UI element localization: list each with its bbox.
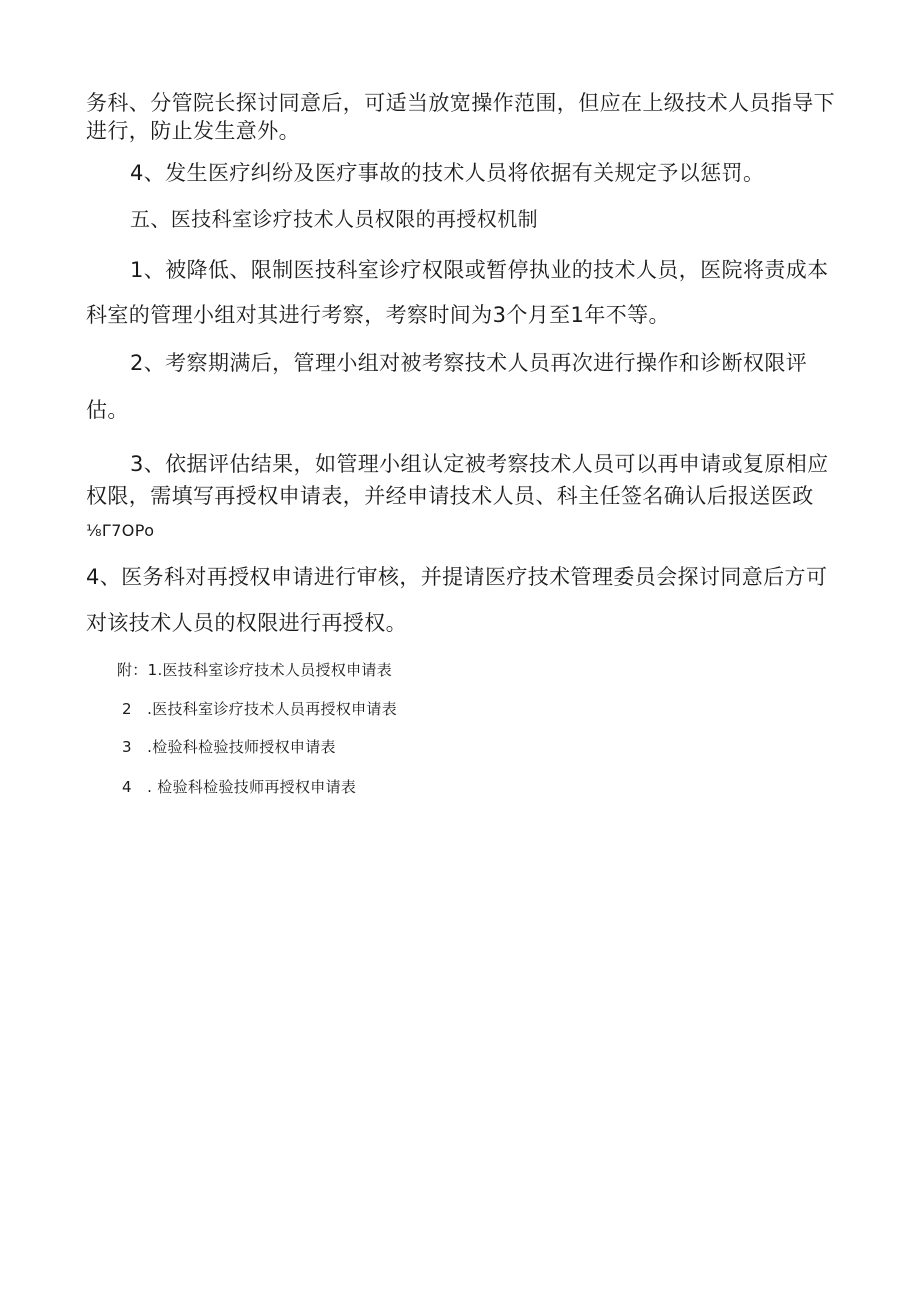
attachment-item-4: 4 . 检验科检验技师再授权申请表 xyxy=(122,778,357,796)
paragraph-6-line-2: 权限，需填写再授权申请表，并经申请技术人员、科主任签名确认后报送医政 xyxy=(86,484,814,508)
attachment-item-2: 2 .医技科室诊疗技术人员再授权申请表 xyxy=(122,700,398,718)
paragraph-4-line-2: 科室的管理小组对其进行考察，考察时间为3个月至1年不等。 xyxy=(86,303,670,327)
section-heading: 五、医技科室诊疗技术人员权限的再授权机制 xyxy=(130,207,538,231)
paragraph-5-line-1: 2、考察期满后，管理小组对被考察技术人员再次进行操作和诊断权限评 xyxy=(130,351,808,375)
paragraph-6-line-1: 3、依据评估结果，如管理小组认定被考察技术人员可以再申请或复原相应 xyxy=(130,452,829,476)
paragraph-7-line-1: 4、医务科对再授权申请进行审核，并提请医疗技术管理委员会探讨同意后方可 xyxy=(86,565,828,589)
paragraph-1-line-1: 务科、分管院长探讨同意后，可适当放宽操作范围，但应在上级技术人员指导下 xyxy=(86,91,835,115)
paragraph-2-line-1: 4、发生医疗纠纷及医疗事故的技术人员将依据有关规定予以惩罚。 xyxy=(130,161,765,185)
paragraph-4-line-1: 1、被降低、限制医技科室诊疗权限或暂停执业的技术人员，医院将责成本 xyxy=(130,258,829,282)
paragraph-1-line-2: 进行，防止发生意外。 xyxy=(86,119,300,143)
paragraph-5-line-2: 估。 xyxy=(86,398,129,422)
paragraph-6-line-3: ⅛Γ7OPo xyxy=(86,521,155,540)
attachment-item-3: 3 .检验科检验技师授权申请表 xyxy=(122,738,336,756)
paragraph-7-line-2: 对该技术人员的权限进行再授权。 xyxy=(86,611,407,635)
attachment-item-1: 附：1.医技科室诊疗技术人员授权申请表 xyxy=(117,661,393,679)
